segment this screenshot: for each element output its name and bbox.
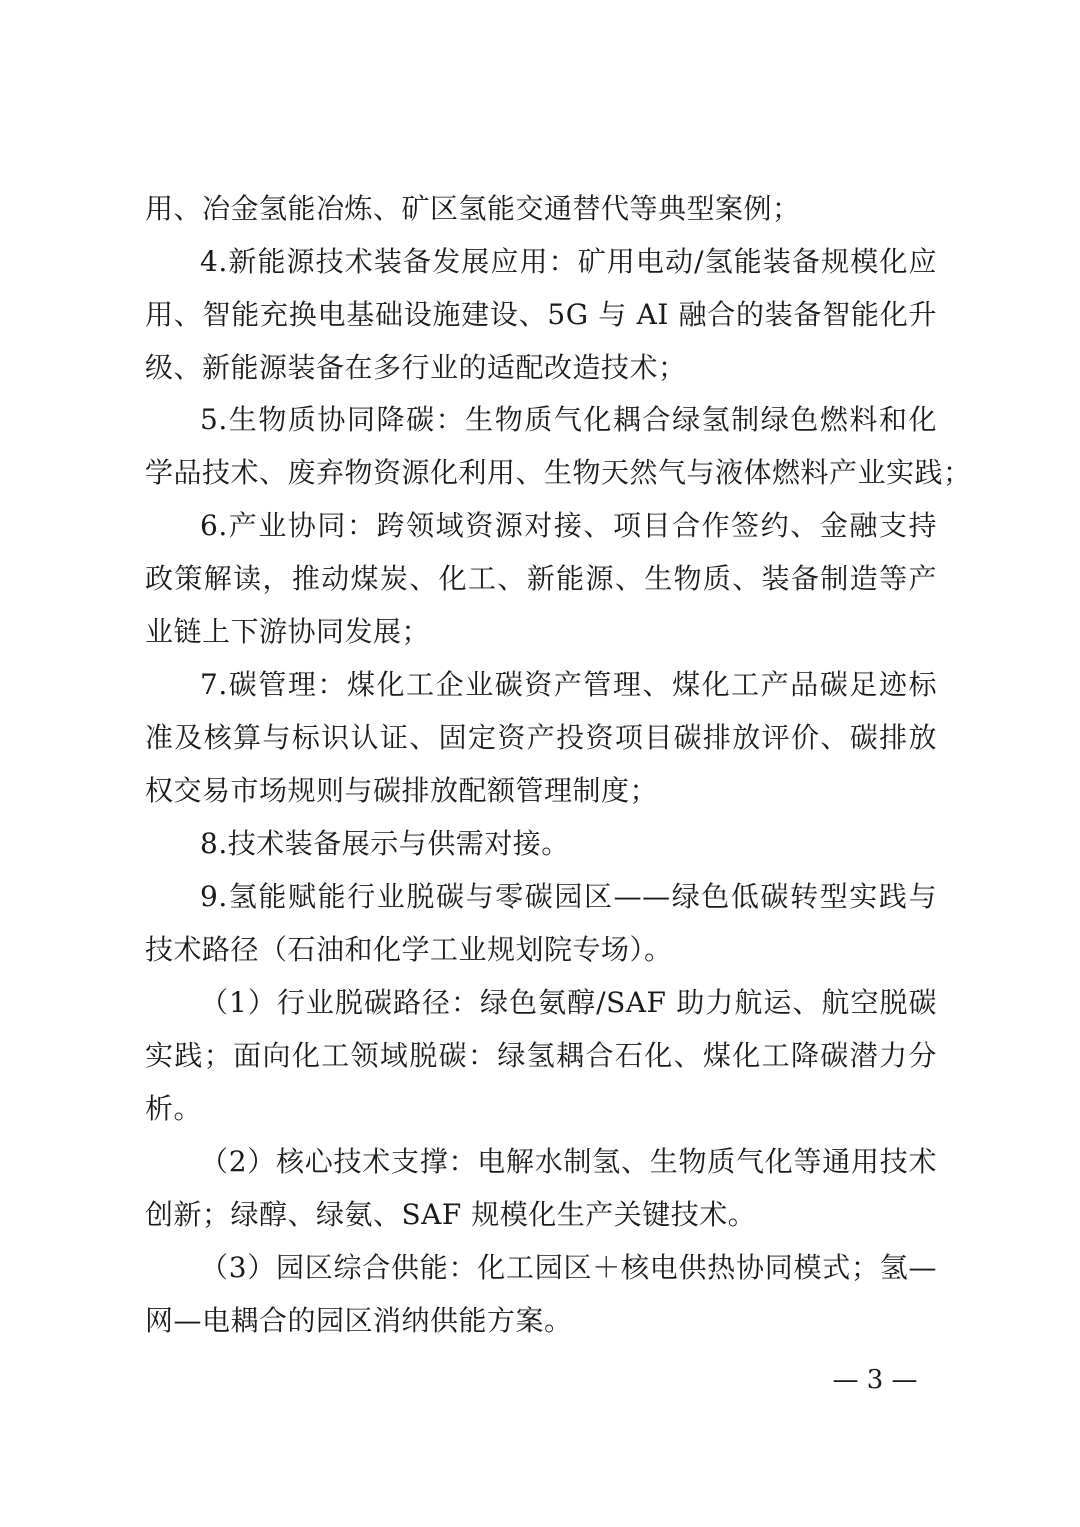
page-number: — 3 —	[832, 1365, 918, 1395]
text-line: （1）行业脱碳路径：绿色氨醇/SAF 助力航运、航空脱碳	[200, 986, 937, 1019]
text-line: 网—电耦合的园区消纳供能方案。	[145, 1304, 573, 1337]
text-line: 4.新能源技术装备发展应用：矿用电动/氢能装备规模化应	[200, 245, 937, 278]
text-line: 9.氢能赋能行业脱碳与零碳园区——绿色低碳转型实践与	[200, 880, 937, 913]
text-line: 技术路径（石油和化学工业规划院专场）。	[145, 933, 673, 966]
text-line: （2）核心技术支撑：电解水制氢、生物质气化等通用技术	[200, 1145, 937, 1178]
text-line: 学品技术、废弃物资源化利用、生物天然气与液体燃料产业实践；	[145, 456, 972, 489]
text-line: 8.技术装备展示与供需对接。	[200, 827, 570, 860]
text-line: 创新；绿醇、绿氨、SAF 规模化生产关键技术。	[145, 1198, 757, 1231]
text-line: 7.碳管理：煤化工企业碳资产管理、煤化工产品碳足迹标	[200, 668, 937, 701]
text-line: 6.产业协同：跨领域资源对接、项目合作签约、金融支持	[200, 509, 937, 542]
text-line: 5.生物质协同降碳：生物质气化耦合绿氢制绿色燃料和化	[200, 403, 937, 436]
text-line: 业链上下游协同发展；	[145, 615, 431, 648]
text-line: 权交易市场规则与碳排放配额管理制度；	[145, 774, 659, 807]
text-line: 级、新能源装备在多行业的适配改造技术；	[145, 351, 687, 384]
text-line: 准及核算与标识认证、固定资产投资项目碳排放评价、碳排放	[145, 721, 937, 754]
text-line: 实践；面向化工领域脱碳：绿氢耦合石化、煤化工降碳潜力分	[145, 1039, 937, 1072]
text-line: 用、智能充换电基础设施建设、5G 与 AI 融合的装备智能化升	[145, 298, 937, 331]
text-line: 用、冶金氢能冶炼、矿区氢能交通替代等典型案例；	[145, 192, 801, 225]
text-line: （3）园区综合供能：化工园区＋核电供热协同模式；氢—	[200, 1251, 937, 1284]
text-line: 析。	[145, 1092, 203, 1125]
text-line: 政策解读，推动煤炭、化工、新能源、生物质、装备制造等产	[145, 562, 937, 595]
